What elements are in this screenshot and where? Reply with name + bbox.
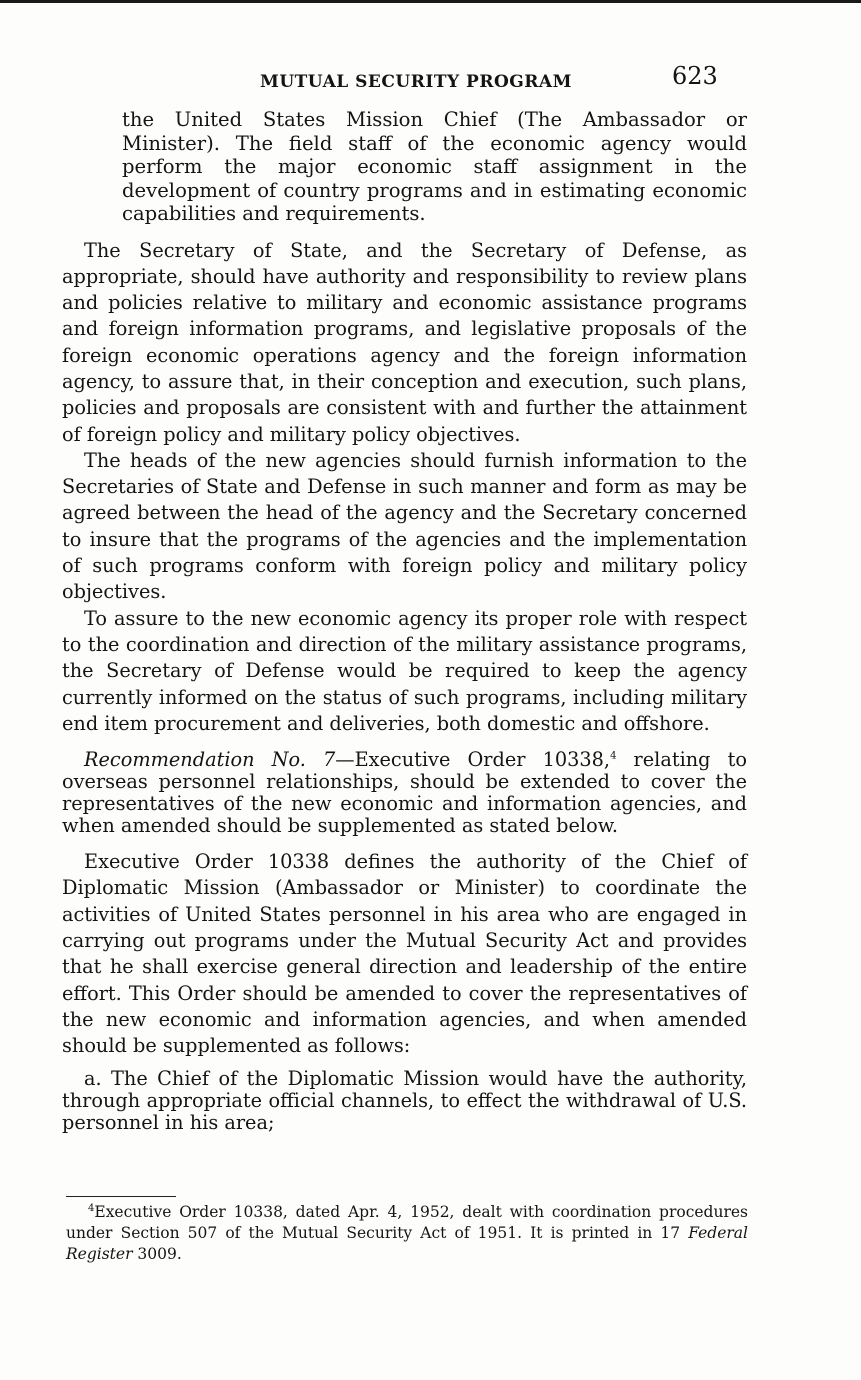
body-text bbox=[62, 108, 747, 1134]
running-head: MUTUAL SECURITY PROGRAM bbox=[260, 72, 572, 92]
paragraph-economic-agency-role: To assure to the new economic agency its proper role with respect to the coordination and direction of the military assistance programs, the Secretary of Defense would be required to keep the agency currently informed on the status of such programs, including military end item procurement and deliveries, both domestic and offshore. bbox=[62, 606, 747, 735]
top-edge-rule bbox=[0, 0, 861, 3]
recommendation-text-end: relating to overseas personnel relationships, should be extended to cover the representatives of the new economic and information agencies, and when amended should be supplemented as stated below. bbox=[62, 748, 747, 838]
paragraph-executive-order-defines: Executive Order 10338 defines the authority of the Chief of Diplomatic Mission (Ambassador or Minister) to coordinate the activities of United States personnel in his area who are engaged in carrying out programs under the Mutual Security Act and provides that he shall exercise general direction and leadership of the entire effort. This Order should be amended to cover the representatives of the new economic and information agencies, and when amended should be supplemented as follows: bbox=[62, 850, 747, 1058]
footnote-italic-title: Federal Register bbox=[66, 1224, 748, 1263]
footnote bbox=[66, 1202, 748, 1265]
recommendation-text-start: —Executive Order 10338, bbox=[335, 748, 611, 772]
footnote-text-end: 3009. bbox=[132, 1245, 182, 1263]
page-number: 623 bbox=[672, 62, 718, 90]
list-item-a: a. The Chief of the Diplomatic Mission would have the authority, through appropriate official channels, to effect the withdrawal of U.S. personnel in his area; bbox=[62, 1066, 747, 1134]
footnote-text-start: Executive Order 10338, dated Apr. 4, 1952, dealt with coordination procedures under Section 507 of the Mutual Security Act of 1951. It is printed in 17 bbox=[66, 1203, 748, 1242]
paragraph-secretary-authority: The Secretary of State, and the Secretary of Defense, as appropriate, should have authority and responsibility to review plans and policies relative to military and economic assistance programs and foreign information programs, and legislative proposals of the foreign economic operations agency and the foreign information agency, to assure that, in their conception and execution, such plans, policies and proposals are consistent with and further the attainment of foreign policy and military policy objectives. bbox=[62, 238, 747, 446]
recommendation-paragraph bbox=[62, 749, 747, 837]
paragraph-agency-heads-information: The heads of the new agencies should furnish information to the Secretaries of State and Defense in such manner and form as may be agreed between the head of the agency and the Secretary concerned to insure that the programs of the agencies and the implementation of such programs conform with foreign policy and military policy objectives. bbox=[62, 448, 747, 604]
footnote-reference: 4 bbox=[610, 750, 617, 762]
footnote-divider bbox=[66, 1196, 176, 1197]
footnote-marker: 4 bbox=[88, 1202, 95, 1214]
recommendation-label: Recommendation No. 7 bbox=[84, 748, 336, 772]
quoted-continuation-paragraph: the United States Mission Chief (The Ambassador or Minister). The field staff of the economic agency would perform the major economic staff assignment in the development of country programs and in estimating economic capabilities and requirements. bbox=[122, 108, 747, 225]
